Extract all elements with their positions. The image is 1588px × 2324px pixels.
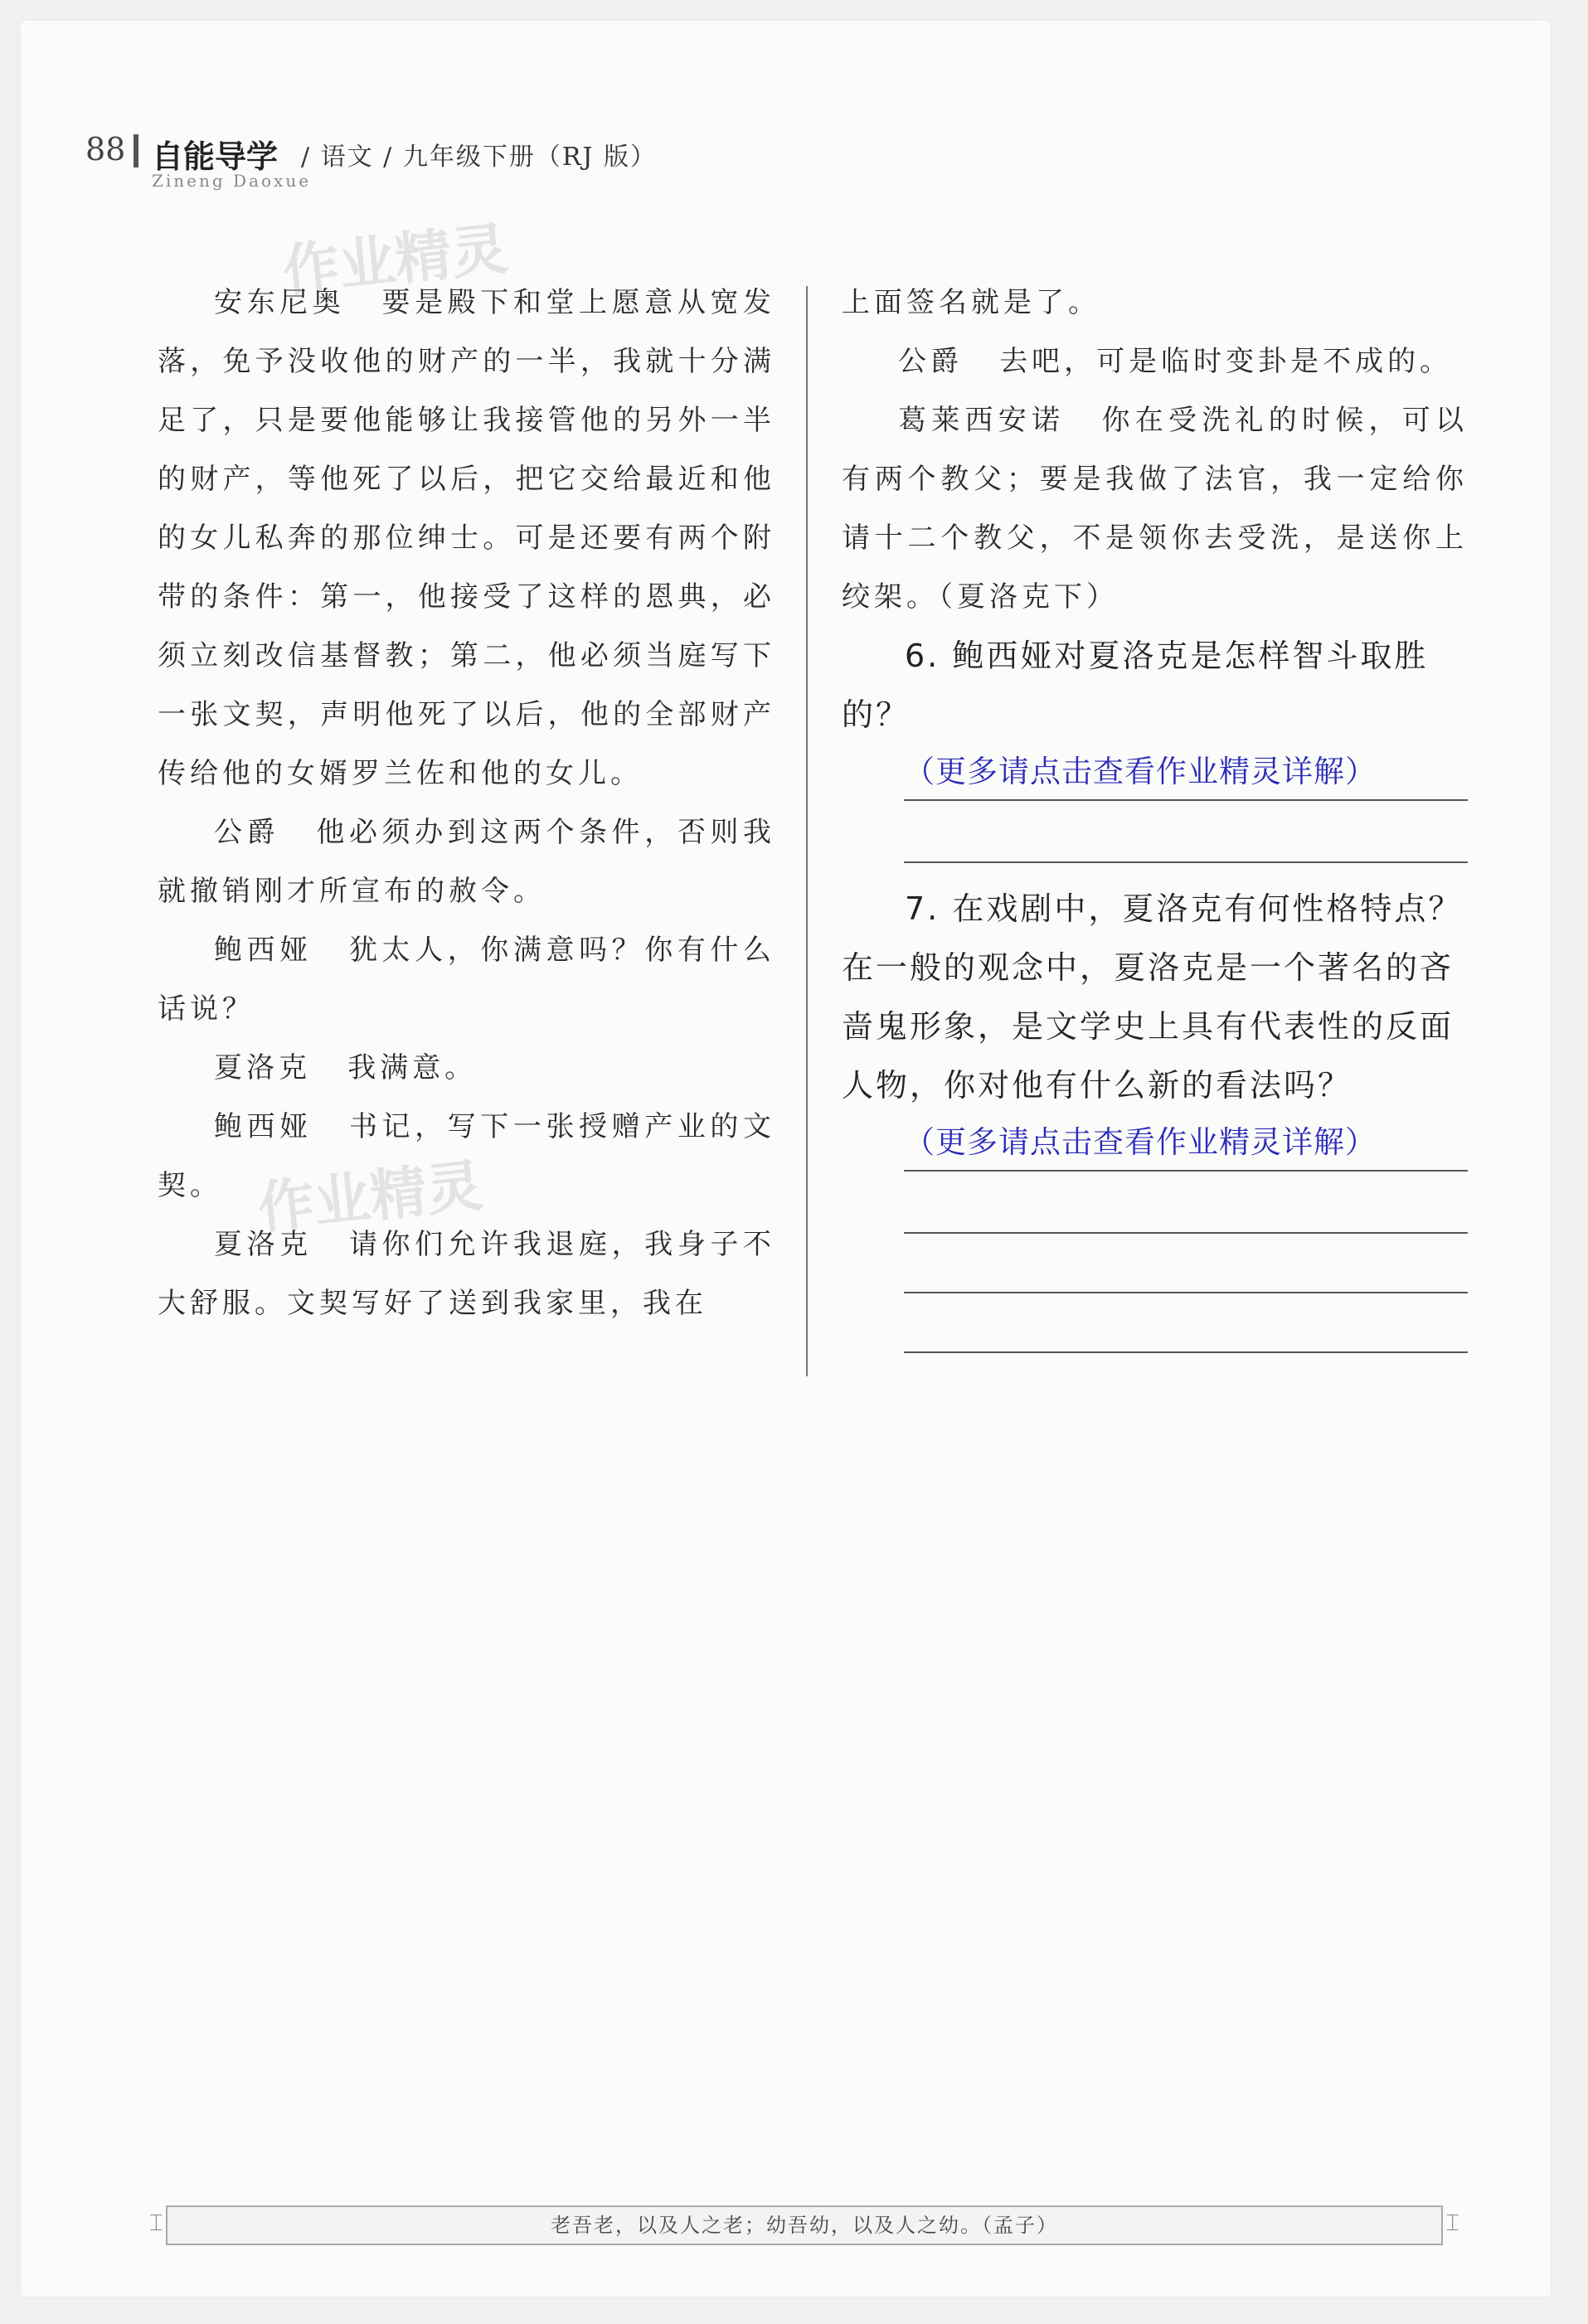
right-column [842, 274, 1468, 1353]
dialogue-paragraph [158, 803, 775, 921]
answer-link[interactable]: （更多请点击查看作业精灵详解） [904, 745, 1468, 801]
dialogue-text: 你在受洗礼的时候，可以有两个教父；要是我做了法官，我一定给你请十二个教父，不是领你去受洗，是送你上绞架。（夏洛克下） [842, 404, 1469, 614]
speaker-name: 安东尼奥 [214, 286, 346, 319]
dialogue-text: 我满意。 [347, 1051, 478, 1084]
answer-blank-line[interactable] [904, 1234, 1468, 1293]
answer-blank-line[interactable] [904, 803, 1468, 863]
dialogue-paragraph [842, 391, 1468, 627]
dialogue-text: 书记，写下一张授赠产业的文契。 [158, 1110, 776, 1202]
left-column [158, 274, 775, 1333]
watermark: 作业精灵 [255, 1152, 487, 1242]
dialogue-paragraph [158, 274, 775, 803]
watermark: 作业精灵 [279, 216, 512, 305]
dialogue-paragraph [158, 1039, 775, 1098]
dialogue-paragraph [842, 332, 1468, 391]
answer-link-row [904, 1115, 1468, 1174]
dialogue-paragraph [158, 1215, 775, 1333]
question-6: 6. 鲍西娅对夏洛克是怎样智斗取胜的？ [842, 638, 1429, 733]
dialogue-paragraph [158, 921, 775, 1039]
page-footer [149, 2205, 1459, 2245]
answer-link-row [904, 745, 1468, 803]
column-divider [806, 286, 808, 1376]
dialogue-text: 去吧，可是临时变卦是不成的。 [999, 345, 1453, 378]
answer-link[interactable]: （更多请点击查看作业精灵详解） [904, 1115, 1468, 1172]
answer-blank-line[interactable] [904, 1293, 1468, 1353]
brand-subtitle: Zineng Daoxue [152, 171, 312, 191]
dialogue-text: 他必须办到这两个条件，否则我就撤销刚才所宣布的赦令。 [158, 816, 776, 908]
book-brand: 自能导学 [152, 138, 279, 175]
speaker-name: 夏洛克 [214, 1051, 311, 1084]
header-divider [134, 134, 138, 167]
question-7: 7. 在戏剧中，夏洛克有何性格特点？在一般的观念中，夏洛克是一个著名的吝啬鬼形象，是文学史上具有代表性的反面人物，你对他有什么新的看法吗？ [842, 890, 1463, 1104]
speaker-name: 鲍西娅 [214, 1110, 313, 1143]
speaker-name: 夏洛克 [214, 1228, 313, 1261]
footer-quote: 老吾老，以及人之老；幼吾幼，以及人之幼。（孟子） [166, 2205, 1443, 2245]
speaker-name: 公爵 [214, 816, 280, 849]
breadcrumb: / 语文 / 九年级下册（RJ 版） [301, 143, 657, 172]
page-number: 88 [85, 131, 126, 167]
speaker-name: 鲍西娅 [214, 934, 313, 967]
dialogue-text: 要是殿下和堂上愿意从宽发落，免予没收他的财产的一半，我就十分满足了，只是要他能够让我接管他的另外一半的财产，等他死了以后，把它交给最近和他的女儿私奔的那位绅士。可是还要有两个附带的条件：第一，他接受了这样的恩典，必须立刻改信基督教；第二，他必须当庭写下一张文契，声明他死了以后，他的全部财产传给他的女婿罗兰佐和他的女儿。 [158, 286, 776, 790]
ornament-icon: ⌶ [149, 2209, 163, 2236]
dialogue-continuation: 上面签名就是了。 [842, 286, 1100, 319]
dialogue-text: 请你们允许我退庭，我身子不大舒服。文契写好了送到我家里，我在 [158, 1228, 776, 1320]
speaker-name: 葛莱西安诺 [898, 404, 1066, 437]
dialogue-paragraph [158, 1098, 775, 1215]
speaker-name: 公爵 [898, 345, 963, 378]
dialogue-text: 犹太人，你满意吗？你有什么话说？ [158, 934, 776, 1026]
ornament-icon: ⌶ [1445, 2209, 1459, 2236]
answer-blank-line[interactable] [904, 1174, 1468, 1234]
